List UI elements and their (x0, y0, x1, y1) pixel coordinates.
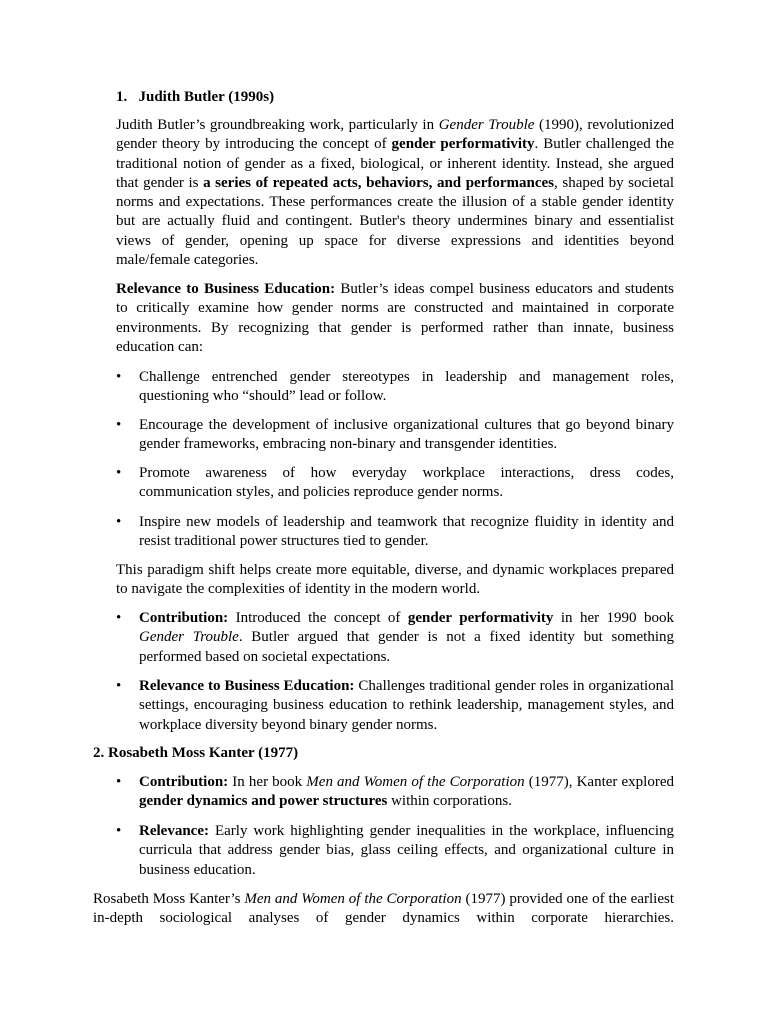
bullet-marker: • (116, 774, 122, 790)
section-heading-kanter: 2. Rosabeth Moss Kanter (1977) (93, 745, 299, 761)
butler-relevance-paragraph (116, 280, 674, 357)
text-run: . Butler challenged the traditional notion of gender as a fixed, biological, or inherent identity. Instead, she argued that gender is (116, 136, 674, 191)
book-title: Gender Trouble (139, 629, 239, 646)
book-title: Men and Women of the Corporation (244, 891, 462, 907)
text-run: In her book (228, 774, 307, 790)
text-run: Butler’s ideas compel business educators and students to critically examine how gender norms are constructed and maintained in corporate environments. By recognizing that gender is performed rather than innate, business education can: (116, 281, 674, 355)
key-term: a series of repeated acts, behaviors, and performances (203, 174, 555, 191)
key-term: gender dynamics and power structures (139, 793, 388, 810)
relevance-label: Relevance: (139, 823, 209, 839)
section-heading-butler (116, 88, 274, 107)
bullet-marker: • (116, 465, 122, 481)
contribution-label: Contribution: (139, 774, 229, 790)
text-run: , shaped by societal norms and expectations. These performances create the illusion of a stable gender identity but are actually fluid and contingent. Butler's theory undermines binary and essentialist views of gender, opening up space for diverse expressions and identities beyond male/female categories. (116, 174, 674, 269)
list-item-contribution (139, 773, 674, 812)
text-run: (1977) provided one of the earliest in-depth sociological analyses of gender dynamics within corporate hierarchies. (93, 891, 674, 927)
bullet-marker: • (116, 678, 122, 694)
text-run: in her 1990 book (553, 610, 675, 626)
text-run: within corporations. (387, 793, 512, 810)
butler-intro-paragraph (116, 116, 674, 270)
text-run: Rosabeth Moss Kanter’s (93, 891, 245, 907)
list-item: Encourage the development of inclusive organizational cultures that go beyond binary gender frameworks, embracing non-binary and transgender identities. (139, 417, 674, 453)
list-item-relevance (139, 677, 674, 735)
bullet-marker: • (116, 417, 122, 433)
list-item-contribution (139, 609, 674, 667)
text-run: Challenges traditional gender roles in organizational settings, encouraging business education to rethink leadership, management styles, and workplace diversity beyond binary gender norms. (139, 678, 674, 733)
text-run: (1977), Kanter explored (524, 774, 675, 790)
bullet-marker: • (116, 514, 122, 530)
paradigm-shift-paragraph: This paradigm shift helps create more equitable, diverse, and dynamic workplaces prepared to navigate the complexities of identity in the modern world. (116, 562, 674, 598)
bullet-marker: • (116, 369, 122, 385)
kanter-closing-paragraph (93, 890, 674, 929)
book-title: Men and Women of the Corporation (306, 774, 525, 790)
text-run: Judith Butler’s groundbreaking work, particularly in (116, 117, 439, 133)
text-run: . Butler argued that gender is not a fixed identity but something performed based on societal expectations. (139, 629, 674, 665)
text-run: (1990), revolutionized gender theory by introducing the concept of (116, 117, 675, 153)
bullet-marker: • (116, 610, 122, 626)
list-item: Promote awareness of how everyday workplace interactions, dress codes, communication styles, and policies reproduce gender norms. (139, 465, 674, 501)
relevance-label: Relevance to Business Education: (139, 678, 355, 694)
relevance-label: Relevance to Business Education: (116, 281, 336, 297)
key-term: gender performativity (391, 136, 535, 153)
list-item: Inspire new models of leadership and teamwork that recognize fluidity in identity and resist traditional power structures tied to gender. (139, 514, 674, 550)
bullet-marker: • (116, 823, 122, 839)
contribution-label: Contribution: (139, 610, 229, 626)
key-term: gender performativity (407, 610, 554, 626)
heading-number: 1. (116, 89, 128, 105)
text-run: Early work highlighting gender inequalities in the workplace, influencing curricula that address gender bias, glass ceiling effects, and organizational culture in business education. (139, 823, 674, 878)
text-run: Introduced the concept of (228, 610, 408, 626)
book-title: Gender Trouble (438, 117, 535, 133)
list-item-relevance (139, 822, 674, 880)
list-item: Challenge entrenched gender stereotypes in leadership and management roles, questioning who “should” lead or follow. (139, 369, 674, 405)
heading-text: Judith Butler (1990s) (138, 89, 275, 105)
